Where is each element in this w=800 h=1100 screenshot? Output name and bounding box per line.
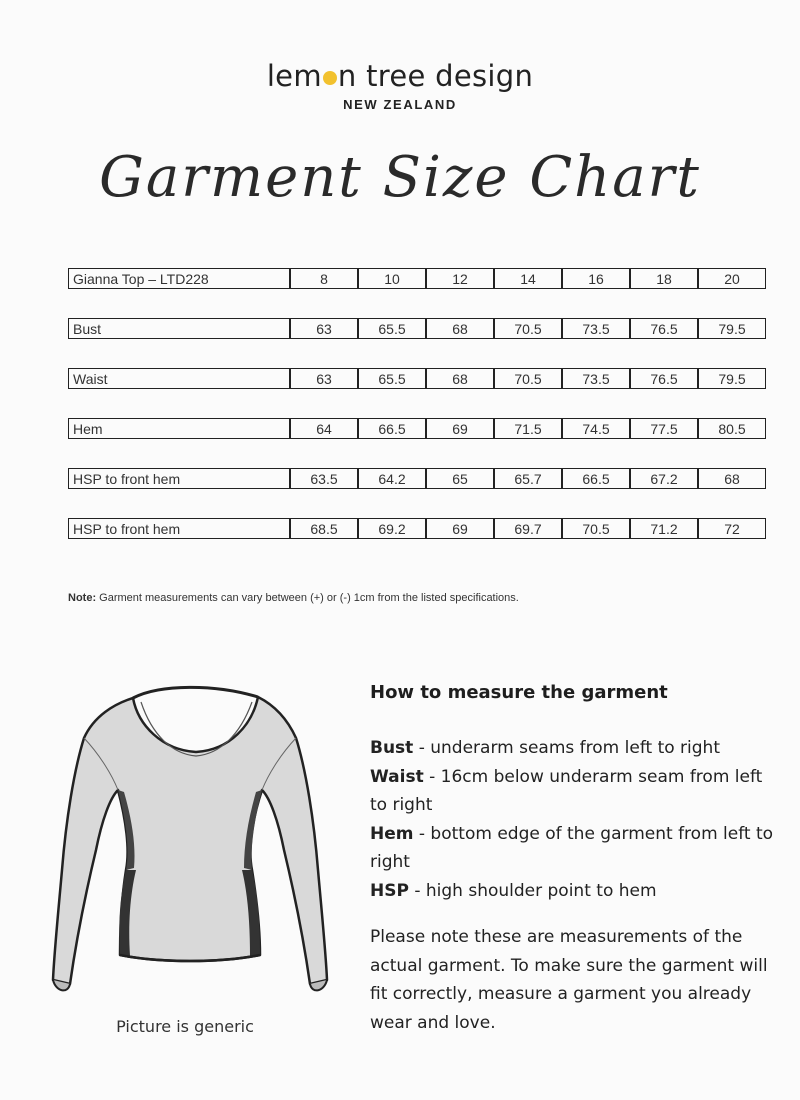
table-cell: 71.2 <box>630 518 698 539</box>
measurement-note <box>68 592 519 604</box>
measure-desc: - 16cm below underarm seam from left to right <box>370 766 763 815</box>
table-cell: 63 <box>290 318 358 339</box>
table-header-row <box>68 268 766 289</box>
table-cell: 65.5 <box>358 368 426 389</box>
row-spacer <box>68 439 766 468</box>
row-label: Hem <box>68 418 290 439</box>
brand-tagline: NEW ZEALAND <box>343 97 457 112</box>
table-cell: 64.2 <box>358 468 426 489</box>
table-cell: 76.5 <box>630 318 698 339</box>
size-header: 12 <box>426 268 494 289</box>
table-cell: 69 <box>426 418 494 439</box>
measure-instructions <box>370 680 780 1037</box>
size-header: 20 <box>698 268 766 289</box>
table-cell: 66.5 <box>562 468 630 489</box>
table-row <box>68 518 766 539</box>
table-cell: 65.7 <box>494 468 562 489</box>
table-cell: 68 <box>426 318 494 339</box>
table-cell: 71.5 <box>494 418 562 439</box>
row-spacer <box>68 389 766 418</box>
illustration-caption: Picture is generic <box>116 1017 254 1036</box>
row-spacer <box>68 489 766 518</box>
table-cell: 77.5 <box>630 418 698 439</box>
table-cell: 76.5 <box>630 368 698 389</box>
measure-item-waist <box>370 763 780 820</box>
measure-heading: How to measure the garment <box>370 682 668 703</box>
size-chart-table <box>68 268 766 539</box>
measure-term: HSP <box>370 880 409 901</box>
table-row <box>68 318 766 339</box>
measure-term: Hem <box>370 823 414 844</box>
lemon-dot-icon <box>323 71 337 85</box>
table-cell: 70.5 <box>494 318 562 339</box>
size-header: 14 <box>494 268 562 289</box>
table-cell: 69.7 <box>494 518 562 539</box>
measure-desc: - underarm seams from left to right <box>413 738 720 758</box>
brand-logo <box>0 58 800 112</box>
table-cell: 72 <box>698 518 766 539</box>
brand-name-end: n tree design <box>337 59 534 93</box>
product-label: Gianna Top – LTD228 <box>68 268 290 289</box>
table-cell: 66.5 <box>358 418 426 439</box>
note-text: Garment measurements can vary between (+) or (-) 1cm from the listed specifications. <box>96 592 519 604</box>
measure-disclaimer: Please note these are measurements of the actual garment. To make sure the garment will fit correctly, measure a garment you already wear and love. <box>370 927 768 1033</box>
table-cell: 69.2 <box>358 518 426 539</box>
table-cell: 68.5 <box>290 518 358 539</box>
row-label: Bust <box>68 318 290 339</box>
row-spacer <box>68 339 766 368</box>
table-cell: 68 <box>698 468 766 489</box>
measure-item-hem <box>370 820 780 877</box>
table-cell: 74.5 <box>562 418 630 439</box>
size-header: 16 <box>562 268 630 289</box>
page-title: Garment Size Chart <box>99 145 701 210</box>
table-cell: 79.5 <box>698 368 766 389</box>
table-cell: 73.5 <box>562 318 630 339</box>
measure-item-hsp <box>370 877 780 906</box>
table-cell: 65 <box>426 468 494 489</box>
size-header: 8 <box>290 268 358 289</box>
size-header: 18 <box>630 268 698 289</box>
table-cell: 67.2 <box>630 468 698 489</box>
table-row <box>68 368 766 389</box>
brand-name <box>0 58 800 94</box>
long-sleeve-top-icon <box>40 680 340 1000</box>
measure-desc: - bottom edge of the garment from left to right <box>370 823 774 872</box>
note-prefix: Note: <box>68 592 97 604</box>
measure-desc: - high shoulder point to hem <box>408 880 657 901</box>
row-label: HSP to front hem <box>68 518 290 539</box>
table-cell: 73.5 <box>562 368 630 389</box>
table-cell: 63 <box>290 368 358 389</box>
measure-term: Waist <box>370 766 424 787</box>
table-cell: 70.5 <box>562 518 630 539</box>
row-spacer <box>68 289 766 318</box>
measure-item-bust <box>370 734 780 763</box>
table-row <box>68 468 766 489</box>
size-header: 10 <box>358 268 426 289</box>
table-cell: 80.5 <box>698 418 766 439</box>
table-cell: 64 <box>290 418 358 439</box>
row-label: HSP to front hem <box>68 468 290 489</box>
row-label: Waist <box>68 368 290 389</box>
table-cell: 70.5 <box>494 368 562 389</box>
table-cell: 68 <box>426 368 494 389</box>
table-cell: 65.5 <box>358 318 426 339</box>
table-row <box>68 418 766 439</box>
table-cell: 79.5 <box>698 318 766 339</box>
table-cell: 69 <box>426 518 494 539</box>
measure-term: Bust <box>370 738 414 758</box>
brand-name-start: lem <box>266 59 322 93</box>
table-cell: 63.5 <box>290 468 358 489</box>
